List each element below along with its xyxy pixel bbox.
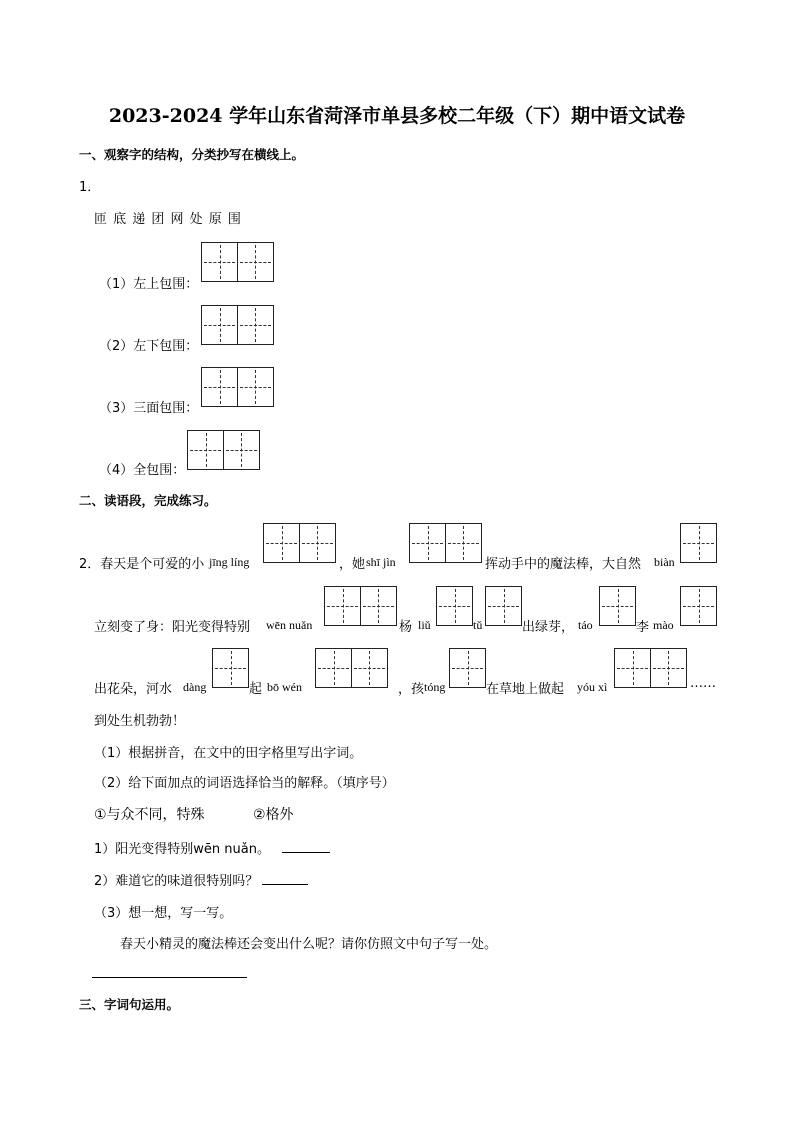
passage-text: 立刻变了身：阳光变得特别	[94, 620, 251, 635]
writing-grid[interactable]	[409, 523, 482, 563]
writing-grid-4[interactable]	[187, 430, 260, 470]
passage-text: 在草地上做起	[486, 682, 565, 697]
item-bottom-left-enclosure: （2）左下包围：	[99, 339, 199, 354]
character-list: 匝 底 递 团 网 处 原 围	[94, 212, 242, 227]
passage-text: 起	[249, 682, 263, 697]
writing-grid-1[interactable]	[201, 242, 274, 282]
pinyin-label: mào	[653, 618, 674, 632]
passage-text: 到处生机勃勃！	[94, 714, 186, 729]
writing-grid[interactable]	[263, 523, 336, 563]
sub-question-3: （3）想一想，写一写。	[94, 906, 233, 921]
pinyin-label: tóng	[424, 680, 446, 694]
writing-grid[interactable]	[315, 648, 388, 688]
passage-text: 出绿芽，	[522, 620, 575, 635]
passage-text: 2．春天是个可爱的小	[79, 557, 205, 572]
passage-text: ，她	[339, 557, 366, 572]
writing-grid[interactable]	[436, 586, 473, 626]
passage-text: 杨	[399, 620, 413, 635]
item-three-side-enclosure: （3）三面包围：	[99, 401, 199, 416]
sentence-2-text: 2）难道它的味道很特别吗？	[94, 874, 259, 889]
writing-grid[interactable]	[449, 648, 486, 688]
passage-text: 挥动手中的魔法棒，大自然	[485, 557, 642, 572]
writing-grid[interactable]	[680, 586, 717, 626]
passage-text: 李	[636, 620, 650, 635]
writing-grid[interactable]	[599, 586, 636, 626]
pinyin-label: tǔ	[473, 618, 483, 632]
sentence-1-text: 1）阳光变得特别wēn nuǎn。	[94, 842, 270, 857]
pinyin-label: wēn nuǎn	[266, 618, 313, 632]
pinyin-label: bō wén	[267, 680, 302, 694]
writing-grid[interactable]	[212, 648, 249, 688]
item-full-enclosure: （4）全包围：	[99, 463, 186, 478]
answer-line[interactable]	[92, 977, 247, 978]
writing-grid-2[interactable]	[201, 305, 274, 345]
writing-grid-3[interactable]	[201, 367, 274, 407]
pinyin-label: jīng líng	[209, 555, 250, 569]
section-1-heading: 一、观察字的结构，分类抄写在横线上。	[79, 147, 305, 162]
writing-grid[interactable]	[680, 523, 717, 563]
writing-grid[interactable]	[614, 648, 687, 688]
option-2: ②格外	[253, 807, 294, 823]
page-title: 2023-2024 学年山东省菏泽市单县多校二年级（下）期中语文试卷	[108, 105, 686, 127]
answer-blank-1[interactable]	[282, 852, 330, 853]
sub-question-1: （1）根据拼音，在文中的田字格里写出字词。	[94, 746, 363, 761]
sentence-2	[94, 870, 308, 889]
answer-blank-2[interactable]	[262, 884, 308, 885]
pinyin-label: yóu xì	[577, 680, 608, 694]
writing-grid[interactable]	[324, 586, 397, 626]
section-2-heading: 二、读语段，完成练习。	[79, 493, 217, 508]
passage-text: 出花朵，河水	[94, 682, 173, 697]
pinyin-label: dàng	[183, 680, 207, 694]
sub-question-2: （2）给下面加点的词语选择恰当的解释。（填序号）	[94, 776, 395, 791]
question-number-1: 1．	[79, 180, 101, 195]
sentence-1	[94, 838, 330, 857]
ellipsis: ……	[690, 676, 716, 691]
sub-question-3-prompt: 春天小精灵的魔法棒还会变出什么呢？请你仿照文中句子写一处。	[120, 937, 498, 952]
pinyin-label: liǔ	[418, 618, 431, 632]
writing-grid[interactable]	[485, 586, 522, 626]
pinyin-label: táo	[578, 618, 593, 632]
option-1: ①与众不同，特殊	[94, 807, 205, 823]
pinyin-label: biàn	[654, 555, 675, 569]
item-top-left-enclosure: （1）左上包围：	[99, 277, 199, 292]
passage-text: ，孩	[398, 682, 425, 697]
section-3-heading: 三、字词句运用。	[79, 997, 180, 1012]
pinyin-label: shī jìn	[366, 555, 396, 569]
